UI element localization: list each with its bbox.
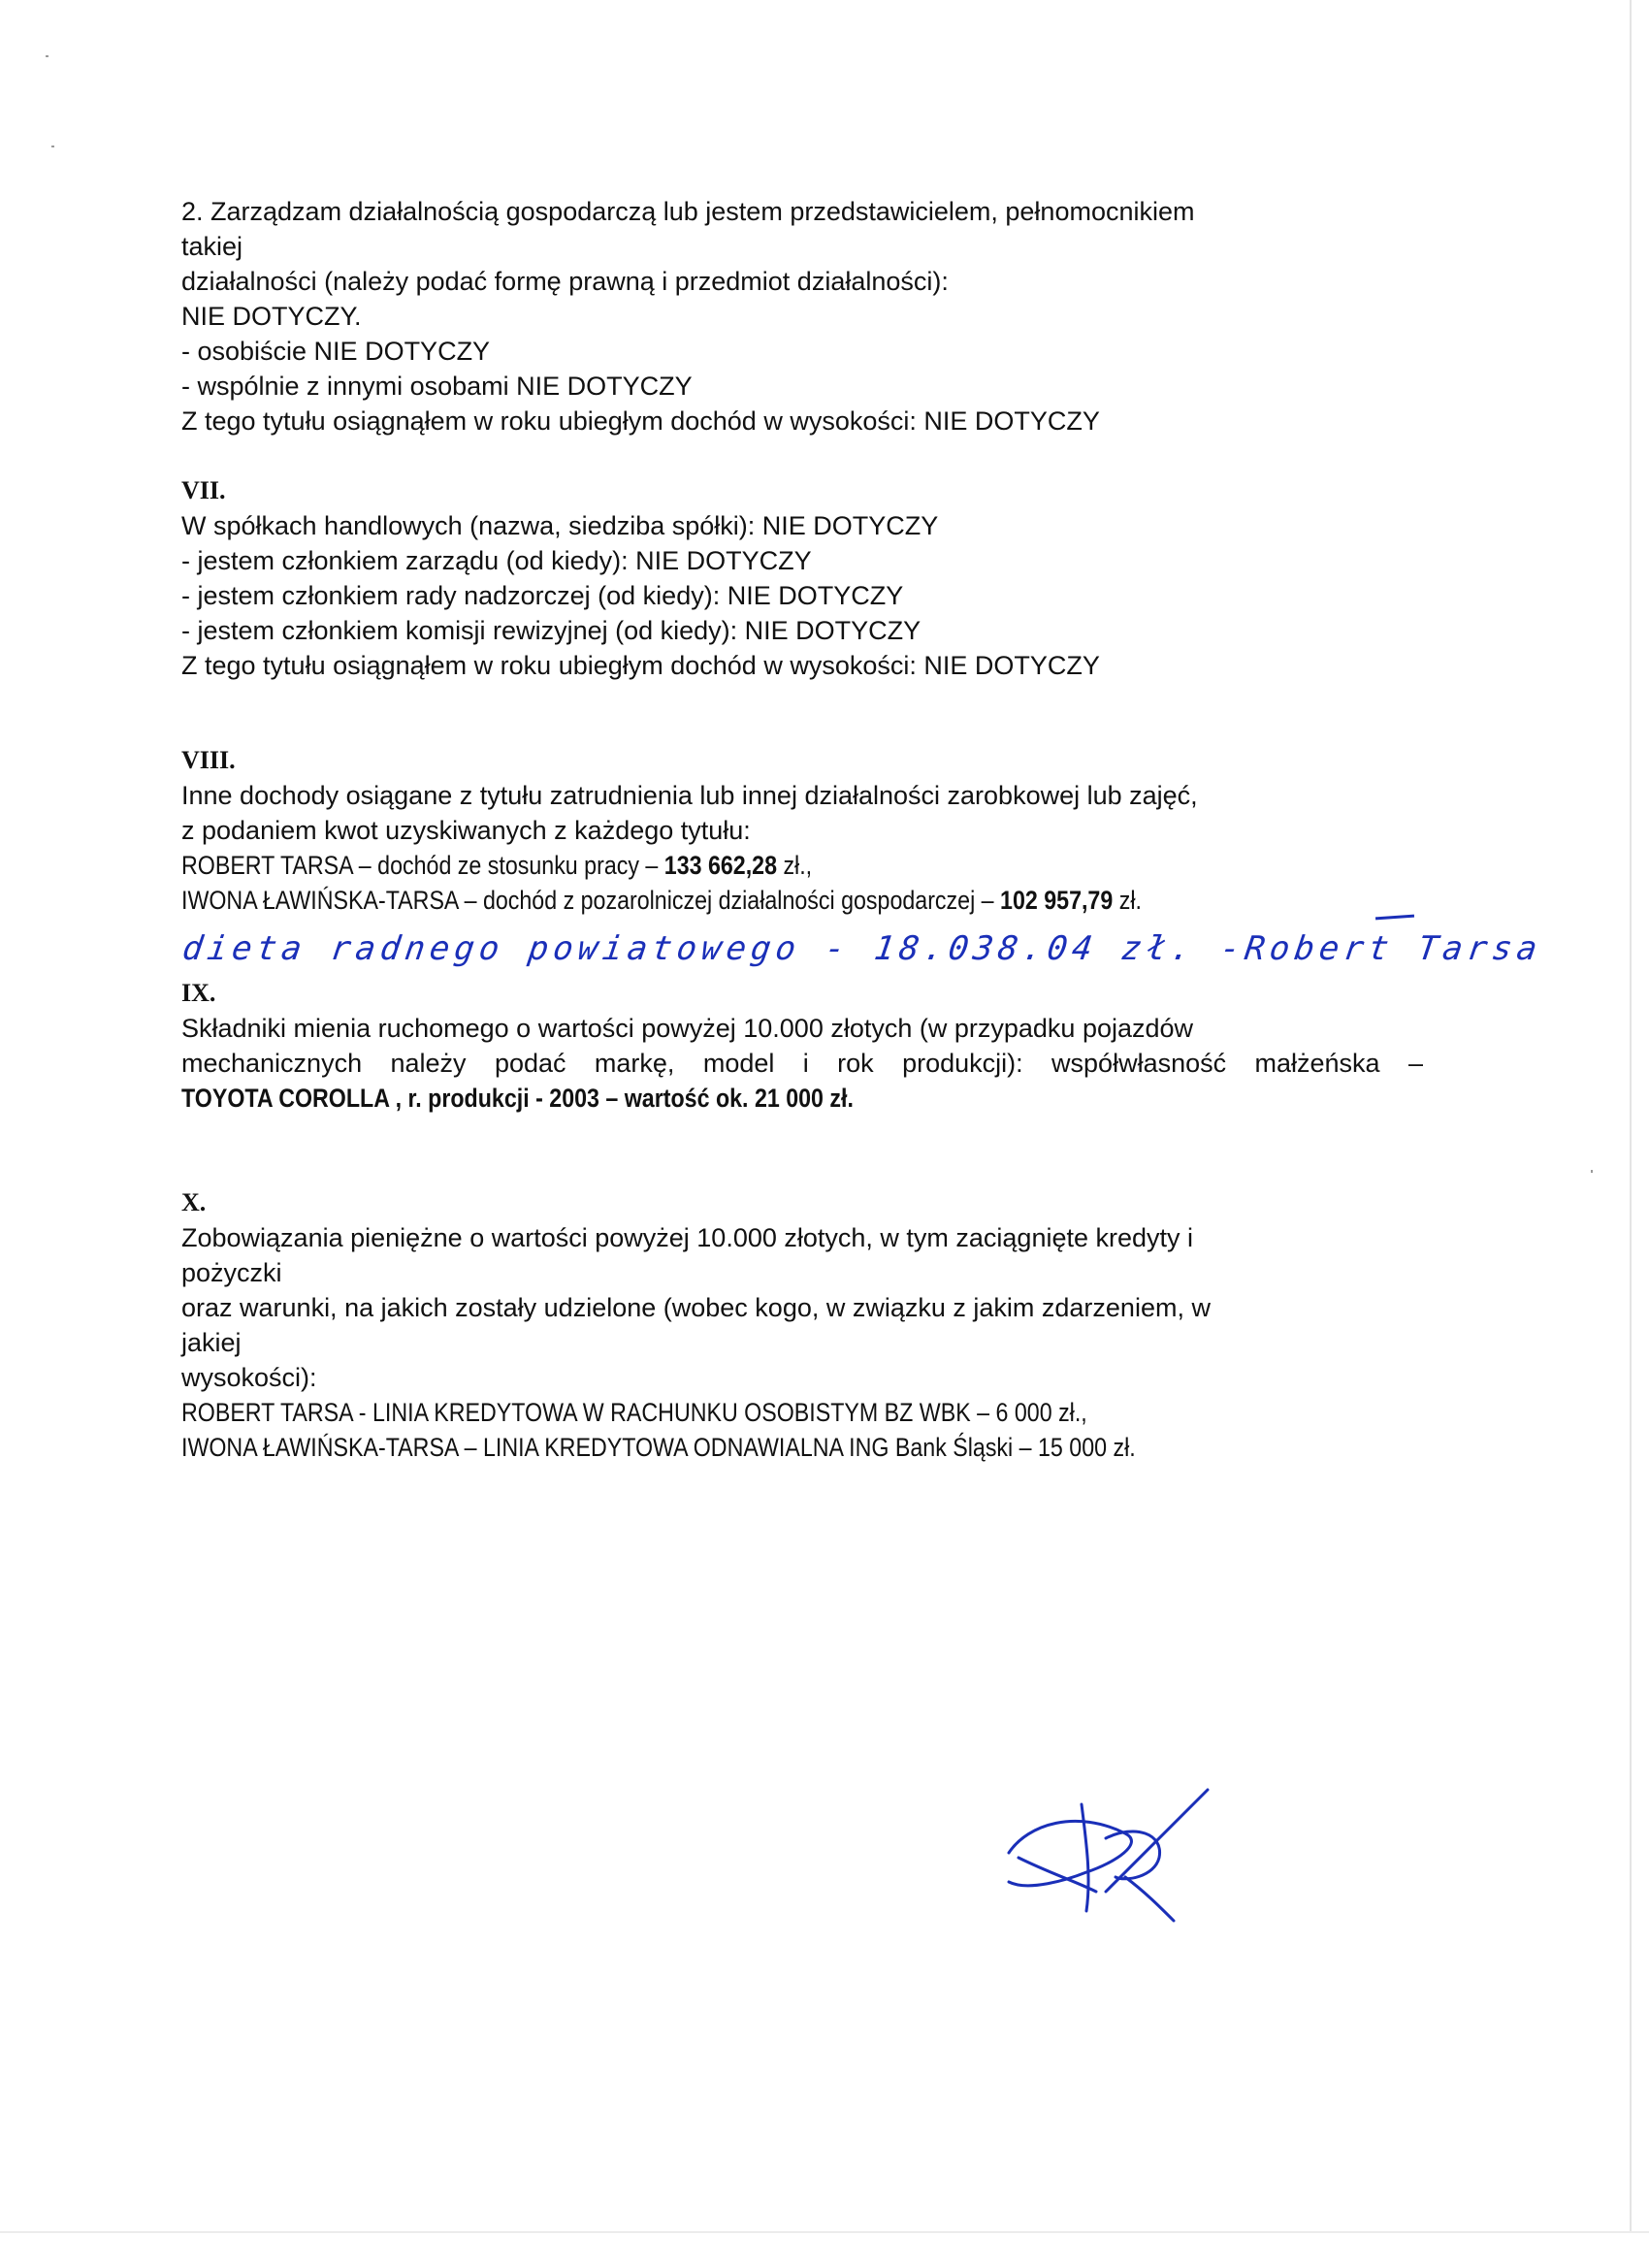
income-amount: 102 957,79 xyxy=(1000,886,1114,915)
scan-speck xyxy=(1591,1170,1593,1173)
scan-speck xyxy=(46,55,48,57)
text-line: działalności (należy podać formę prawną i przedmiot działalności): xyxy=(181,267,949,296)
text-line: pożyczki xyxy=(181,1258,282,1287)
income-line-iwona xyxy=(181,883,1291,918)
scan-bottom-edge xyxy=(0,2231,1649,2233)
signature-image xyxy=(989,1785,1212,1930)
text-line: - wspólnie z innymi osobami NIE DOTYCZY xyxy=(181,372,693,401)
text-line: NIE DOTYCZY. xyxy=(181,302,362,331)
text-line: Z tego tytułu osiągnąłem w roku ubiegłym dochód w wysokości: NIE DOTYCZY xyxy=(181,406,1100,436)
text-line: W spółkach handlowych (nazwa, siedziba spółki): NIE DOTYCZY xyxy=(181,511,939,540)
text-line: - jestem członkiem zarządu (od kiedy): NIE DOTYCZY xyxy=(181,546,812,575)
text-line: z podaniem kwot uzyskiwanych z każdego tytułu: xyxy=(181,816,751,845)
text-line: takiej xyxy=(181,232,243,261)
section-heading: IX. xyxy=(181,979,216,1007)
scan-speck xyxy=(51,146,54,147)
section-viii xyxy=(181,743,1471,918)
income-amount: 133 662,28 xyxy=(663,851,777,880)
section-heading: VII. xyxy=(181,476,226,504)
text-line: jakiej xyxy=(181,1328,242,1357)
scan-page-edge xyxy=(1630,0,1632,2231)
text-line: Składniki mienia ruchomego o wartości powyżej 10.000 złotych (w przypadku pojazdów xyxy=(181,1014,1194,1043)
text-line: - osobiście NIE DOTYCZY xyxy=(181,337,491,366)
liability-line-robert: ROBERT TARSA - LINIA KREDYTOWA W RACHUNKU OSOBISTYM BZ WBK – 6 000 zł., xyxy=(181,1398,1087,1427)
currency-unit: zł. xyxy=(1113,886,1142,915)
section-heading: VIII. xyxy=(181,746,236,774)
text-line: 2. Zarządzam działalnością gospodarczą lub jestem przedstawicielem, pełnomocnikiem xyxy=(181,197,1195,226)
text-line: Inne dochody osiągane z tytułu zatrudnienia lub innej działalności zarobkowej lub zajęć, xyxy=(181,781,1198,810)
text-line: mechanicznych należy podać markę, model i rok produkcji): współwłasność małżeńska – xyxy=(181,1049,1423,1078)
vehicle-line: TOYOTA COROLLA , r. produkcji - 2003 – wartość ok. 21 000 zł. xyxy=(181,1084,854,1113)
text-line: wysokości): xyxy=(181,1363,317,1392)
section-x xyxy=(181,1185,1471,1465)
section-ix xyxy=(181,976,1471,1116)
section-vii xyxy=(181,473,1471,683)
declaration-body xyxy=(181,194,1471,1465)
liability-line-iwona: IWONA ŁAWIŃSKA-TARSA – LINIA KREDYTOWA ODNAWIALNA ING Bank Śląski – 15 000 zł. xyxy=(181,1433,1136,1462)
handwritten-annotation: dieta radnego powiatowego - 18.038.04 zł. -Robert Tarsa xyxy=(179,929,1545,968)
text-line: Zobowiązania pieniężne o wartości powyżej 10.000 złotych, w tym zaciągnięte kredyty i xyxy=(181,1223,1194,1252)
text-line: oraz warunki, na jakich zostały udzielone (wobec kogo, w związku z jakim zdarzeniem, w xyxy=(181,1293,1211,1322)
income-description: ROBERT TARSA – dochód ze stosunku pracy – xyxy=(181,851,664,880)
text-line: - jestem członkiem rady nadzorczej (od kiedy): NIE DOTYCZY xyxy=(181,581,904,610)
section-vi-tail xyxy=(181,194,1471,438)
text-line: Z tego tytułu osiągnąłem w roku ubiegłym dochód w wysokości: NIE DOTYCZY xyxy=(181,651,1100,680)
currency-unit: zł., xyxy=(776,851,813,880)
income-description: IWONA ŁAWIŃSKA-TARSA – dochód z pozarolniczej działalności gospodarczej – xyxy=(181,886,1001,915)
income-line-robert xyxy=(181,848,1291,883)
text-line: - jestem członkiem komisji rewizyjnej (od kiedy): NIE DOTYCZY xyxy=(181,616,922,645)
section-heading: X. xyxy=(181,1188,207,1216)
